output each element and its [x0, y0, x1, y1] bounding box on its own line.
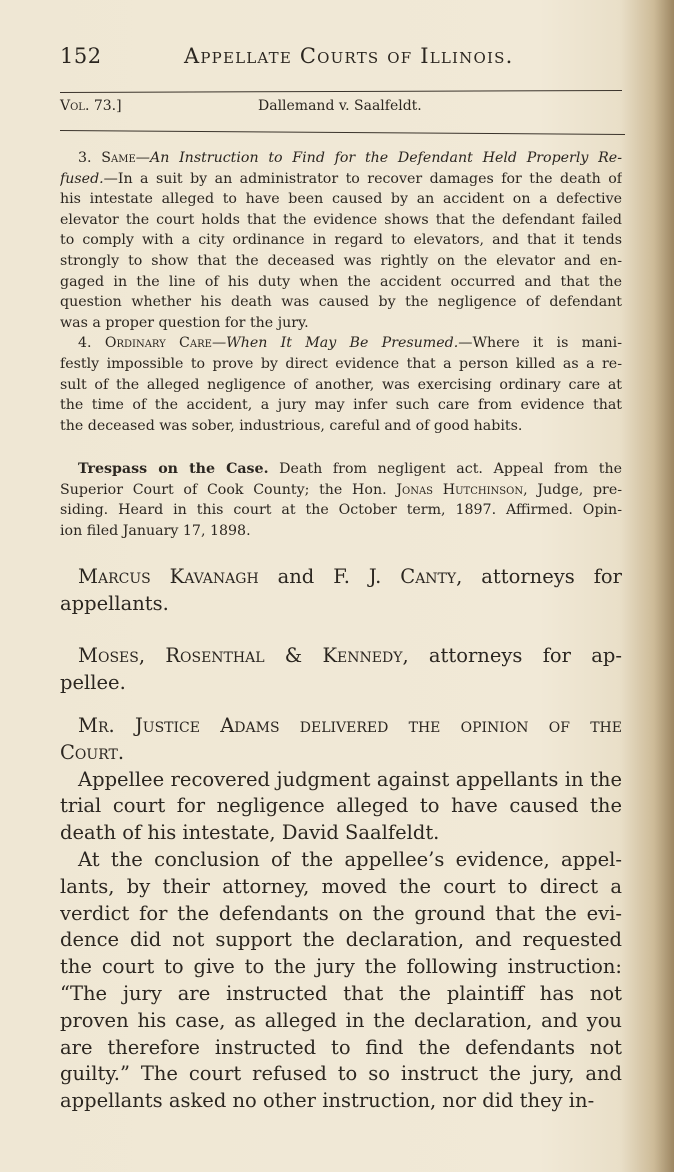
text-segment: , attorneys for ap-	[402, 644, 622, 667]
text-line	[60, 901, 622, 928]
text-line	[60, 272, 622, 293]
text-segment: 4.	[78, 335, 105, 352]
text-line	[60, 669, 622, 696]
text-line	[60, 874, 622, 901]
text-line	[60, 590, 622, 617]
text-segment: his intestate alleged to have been caused by an accident on a defective	[60, 191, 622, 208]
text-line	[60, 1035, 622, 1062]
text-segment: the time of the accident, a jury may infer such care from evidence that	[60, 397, 622, 414]
text-line	[60, 500, 622, 521]
text-line	[60, 954, 622, 981]
text-line	[60, 251, 622, 272]
text-line	[60, 169, 622, 190]
text-segment: Jonas Hutchinson	[396, 481, 524, 498]
text-line	[60, 416, 622, 437]
text-segment: question whether his death was caused by the negligence of defendant	[60, 294, 622, 311]
running-title: Appellate Courts of Illinois.	[184, 44, 514, 68]
text-segment: Ordinary Care	[104, 335, 212, 352]
text-line	[60, 354, 622, 375]
text-segment: ion filed January 17, 1898.	[60, 522, 251, 539]
text-segment: appellants.	[60, 592, 169, 615]
text-line	[60, 740, 622, 767]
case-name: Dallemand v. Saalfeldt.	[258, 98, 422, 114]
text-segment: —Where it is mani-	[458, 335, 622, 352]
text-segment: —An Instruction to Find for the Defendant Held Properly Re-	[135, 150, 622, 166]
text-segment: lants, by their attorney, moved the court to direct a	[60, 874, 622, 898]
text-segment: the court to give to the jury the following instruction:	[60, 955, 622, 979]
opinion-text	[60, 713, 622, 1115]
text-segment: sult of the alleged negligence of another, was exercising ordinary care at	[60, 376, 622, 393]
text-segment: dence did not support the declaration, and requested	[60, 928, 622, 952]
text-line	[60, 292, 622, 313]
text-segment: are therefore instructed to find the defendants not	[60, 1035, 622, 1059]
text-segment: Mr. Justice Adams delivered the opinion of the	[78, 714, 622, 737]
text-segment: Death from negligent act. Appeal from the	[268, 461, 622, 477]
header-rule	[60, 90, 622, 93]
text-segment: Moses, Rosenthal & Kennedy	[78, 644, 403, 667]
text-segment: , Judge, pre-	[523, 481, 622, 498]
text-line	[60, 313, 622, 334]
text-line	[60, 563, 622, 590]
text-line	[60, 981, 622, 1008]
text-segment: fused.	[60, 170, 104, 187]
text-segment: and F. J.	[258, 565, 401, 588]
text-segment: proven his case, as alleged in the declaration, and you	[60, 1008, 622, 1032]
text-segment: Same	[101, 150, 136, 166]
text-line	[60, 1008, 622, 1035]
text-line	[60, 230, 622, 251]
text-line	[60, 459, 622, 480]
text-line	[60, 847, 622, 874]
text-segment: —When It May Be Presumed.	[211, 335, 459, 352]
text-line	[60, 1061, 622, 1088]
text-segment: guilty.” The court refused to so instruct the jury, and	[60, 1062, 622, 1086]
text-line	[60, 1088, 622, 1115]
text-segment: At the conclusion of the appellee’s evidence, appel-	[78, 847, 622, 871]
text-segment: Court.	[60, 740, 125, 764]
text-segment: trial court for negligence alleged to have caused the	[60, 794, 622, 818]
text-line	[60, 480, 622, 501]
text-line	[60, 642, 622, 669]
text-segment: Appellee recovered judgment against appellants in the	[78, 767, 622, 791]
text-line	[60, 210, 622, 231]
text-segment: to comply with a city ordinance in regard to elevators, and that it tends	[60, 232, 622, 249]
case-statement	[60, 459, 622, 541]
page-number: 152	[60, 44, 102, 68]
text-segment: strongly to show that the deceased was rightly on the elevator and en-	[60, 252, 622, 269]
text-line	[60, 820, 622, 847]
text-segment: Superior Court of Cook County; the Hon.	[60, 481, 397, 498]
text-line	[60, 521, 622, 542]
text-segment: Trespass on the Case.	[78, 461, 269, 477]
text-line	[60, 767, 622, 794]
subheader-rule	[60, 130, 625, 135]
text-segment: siding. Heard in this court at the October term, 1897. Affirmed. Opin-	[60, 502, 622, 519]
text-segment: appellants asked no other instruction, nor did they in-	[60, 1089, 595, 1113]
text-segment: verdict for the defendants on the ground that the evi-	[60, 901, 622, 925]
text-segment: festly impossible to prove by direct evidence that a person killed as a re-	[60, 355, 622, 372]
text-segment: , attorneys for	[456, 565, 622, 588]
text-line	[60, 395, 622, 416]
text-line	[60, 148, 622, 169]
text-segment: Canty	[400, 565, 457, 588]
text-line	[60, 793, 622, 820]
headnotes	[60, 148, 622, 436]
text-segment: “The jury are instructed that the plaintiff has not	[60, 981, 622, 1005]
attorneys-for-appellee	[60, 642, 622, 696]
text-segment: was a proper question for the jury.	[60, 314, 309, 331]
attorneys-for-appellants	[60, 563, 622, 617]
text-segment: —In a suit by an administrator to recover damages for the death of	[103, 170, 622, 187]
text-segment: 3.	[78, 150, 102, 166]
text-line	[60, 333, 622, 354]
text-segment: death of his intestate, David Saalfeldt.	[60, 821, 440, 845]
text-line	[60, 375, 622, 396]
text-segment: gaged in the line of his duty when the accident occurred and that the	[60, 273, 622, 290]
text-segment: Marcus Kavanagh	[78, 565, 259, 588]
text-segment: pellee.	[60, 671, 126, 694]
text-line	[60, 713, 622, 740]
text-segment: the deceased was sober, industrious, careful and of good habits.	[60, 417, 523, 434]
text-line	[60, 189, 622, 210]
text-line	[60, 927, 622, 954]
text-segment: elevator the court holds that the evidence shows that the defendant failed	[60, 211, 622, 228]
volume-label: Vol. 73.]	[60, 98, 122, 114]
